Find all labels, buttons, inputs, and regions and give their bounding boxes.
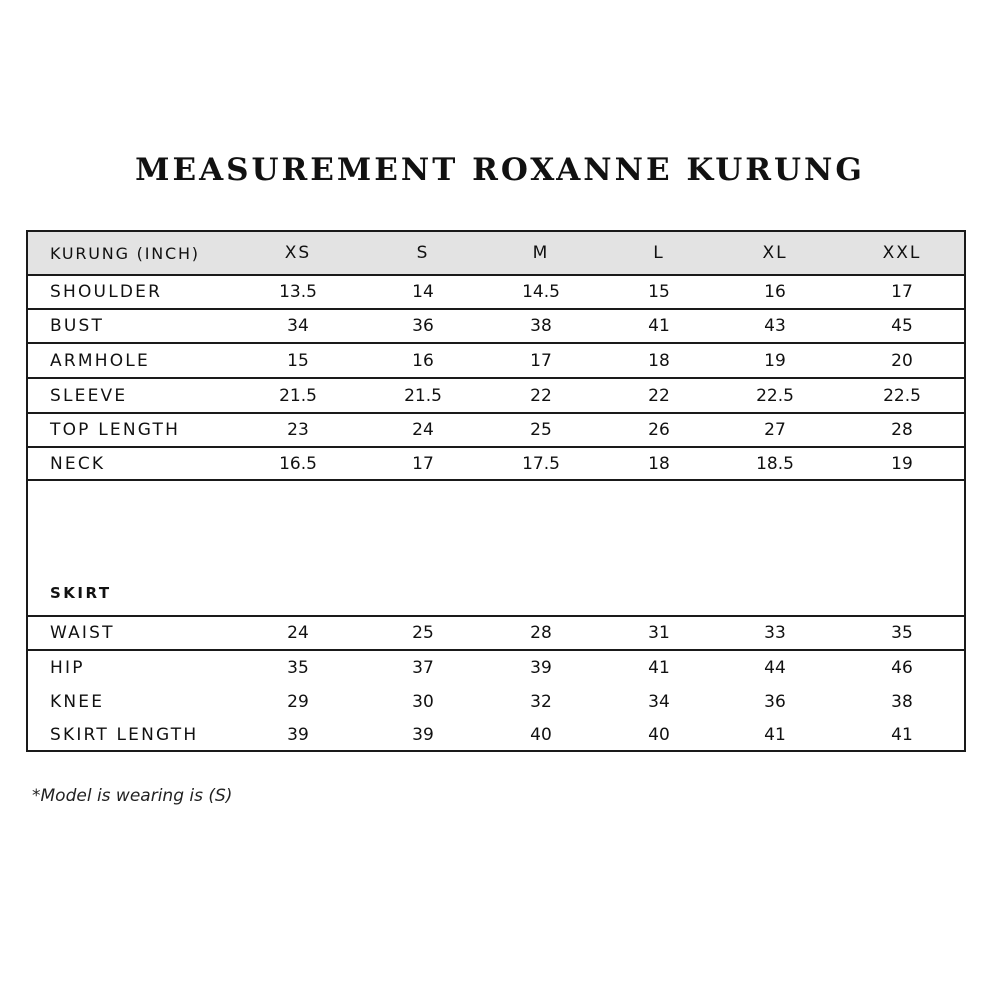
table-cell: 23 xyxy=(287,420,309,440)
table-cell: 15 xyxy=(648,282,670,302)
table-cell: 15 xyxy=(287,350,309,371)
table-cell: 24 xyxy=(412,420,434,440)
table-row xyxy=(28,414,964,448)
table-row xyxy=(28,651,964,685)
row-label: NECK xyxy=(50,453,106,474)
table-cell: 18 xyxy=(648,453,670,474)
table-cell: 37 xyxy=(412,658,434,678)
table-cell: 34 xyxy=(287,316,309,336)
table-cell: 21.5 xyxy=(404,385,442,406)
table-row xyxy=(28,617,964,651)
row-label: SHOULDER xyxy=(50,282,163,302)
table-cell: 14.5 xyxy=(522,282,560,302)
table-cell: 36 xyxy=(412,316,434,336)
table-cell: 28 xyxy=(891,420,913,440)
row-label: WAIST xyxy=(50,623,115,643)
table-cell: 17.5 xyxy=(522,453,560,474)
table-cell: 16 xyxy=(412,350,434,371)
page-title: MEASUREMENT ROXANNE KURUNG xyxy=(135,152,865,188)
table-cell: 41 xyxy=(891,724,913,745)
table-cell: 40 xyxy=(530,724,552,745)
table-cell: 29 xyxy=(287,692,309,712)
table-cell: 16 xyxy=(764,282,786,302)
table-cell: 21.5 xyxy=(279,385,317,406)
table-cell: 39 xyxy=(287,724,309,745)
table-row xyxy=(28,276,964,310)
header-size: M xyxy=(532,243,550,263)
row-label: BUST xyxy=(50,316,105,336)
table-cell: 19 xyxy=(891,453,913,474)
table-cell: 17 xyxy=(412,453,434,474)
model-size-note: *Model is wearing is (S) xyxy=(32,786,233,806)
table-cell: 19 xyxy=(764,350,786,371)
skirt-section-row xyxy=(28,481,964,617)
table-cell: 17 xyxy=(891,282,913,302)
row-label: TOP LENGTH xyxy=(50,420,181,440)
table-cell: 40 xyxy=(648,724,670,745)
size-chart-table xyxy=(26,230,966,752)
table-cell: 39 xyxy=(530,658,552,678)
table-cell: 35 xyxy=(287,658,309,678)
row-label: KNEE xyxy=(50,692,105,712)
table-cell: 14 xyxy=(412,282,434,302)
table-cell: 34 xyxy=(648,692,670,712)
table-cell: 20 xyxy=(891,350,913,371)
table-cell: 41 xyxy=(648,658,670,678)
table-cell: 41 xyxy=(648,316,670,336)
table-cell: 39 xyxy=(412,724,434,745)
table-row xyxy=(28,685,964,719)
header-size: L xyxy=(653,243,665,263)
table-cell: 13.5 xyxy=(279,282,317,302)
row-label: ARMHOLE xyxy=(50,350,150,371)
table-cell: 35 xyxy=(891,623,913,643)
table-cell: 31 xyxy=(648,623,670,643)
header-size: XL xyxy=(762,243,788,263)
header-size: XS xyxy=(284,243,312,263)
header-size: S xyxy=(416,243,430,263)
table-cell: 28 xyxy=(530,623,552,643)
table-header-row xyxy=(28,232,964,276)
table-cell: 22 xyxy=(530,385,552,406)
table-cell: 16.5 xyxy=(279,453,317,474)
table-cell: 22.5 xyxy=(756,385,794,406)
header-label: KURUNG (INCH) xyxy=(50,243,200,263)
table-cell: 33 xyxy=(764,623,786,643)
table-cell: 43 xyxy=(764,316,786,336)
table-cell: 32 xyxy=(530,692,552,712)
table-row xyxy=(28,448,964,481)
table-cell: 41 xyxy=(764,724,786,745)
table-row xyxy=(28,310,964,344)
table-cell: 38 xyxy=(891,692,913,712)
table-cell: 27 xyxy=(764,420,786,440)
table-cell: 36 xyxy=(764,692,786,712)
header-size: XXL xyxy=(882,243,922,263)
table-cell: 22 xyxy=(648,385,670,406)
table-cell: 25 xyxy=(530,420,552,440)
section-heading: SKIRT xyxy=(50,584,112,602)
table-cell: 18.5 xyxy=(756,453,794,474)
table-cell: 44 xyxy=(764,658,786,678)
row-label: SLEEVE xyxy=(50,385,128,406)
row-label: HIP xyxy=(50,658,85,678)
row-label: SKIRT LENGTH xyxy=(50,724,199,745)
table-cell: 25 xyxy=(412,623,434,643)
table-cell: 22.5 xyxy=(883,385,921,406)
table-cell: 26 xyxy=(648,420,670,440)
table-row xyxy=(28,344,964,379)
table-row xyxy=(28,379,964,414)
table-cell: 24 xyxy=(287,623,309,643)
table-cell: 18 xyxy=(648,350,670,371)
table-cell: 17 xyxy=(530,350,552,371)
table-cell: 46 xyxy=(891,658,913,678)
table-cell: 30 xyxy=(412,692,434,712)
table-cell: 45 xyxy=(891,316,913,336)
table-cell: 38 xyxy=(530,316,552,336)
table-row xyxy=(28,719,964,750)
